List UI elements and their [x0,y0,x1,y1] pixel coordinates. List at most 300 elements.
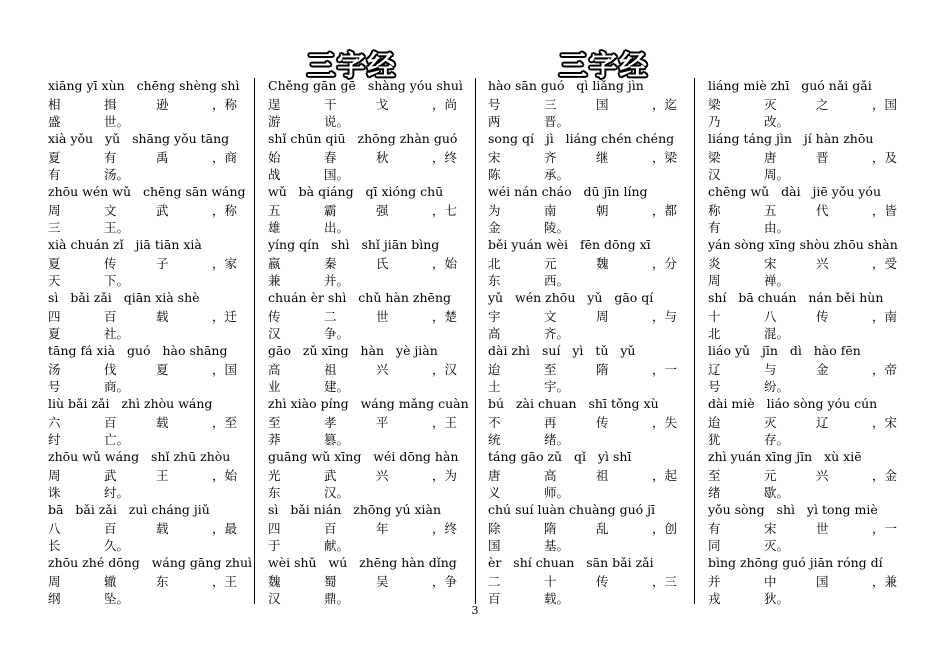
hanzi-char: 有 [708,220,721,235]
text-column-1 [48,78,260,608]
hanzi-char: ，至 [212,415,238,430]
hanzi-char: 高 [544,468,557,483]
verse [488,184,700,237]
pinyin-line: zhōu zhé dōng wáng gāng zhuì [48,555,253,570]
hanzi-char: 光 [268,468,281,483]
hanzi-char: ，失 [652,415,678,430]
hanzi-char: ，兼 [872,574,898,589]
verse [268,502,480,555]
hanzi-char: 吴 [376,574,389,589]
hanzi-char: 之 [816,97,829,112]
hanzi-line [268,467,480,484]
hanzi-char: 戎 [708,591,721,606]
hanzi-char: 年 [376,521,389,536]
hanzi-char: 强 [376,203,389,218]
hanzi-char: 两 [488,114,501,129]
hanzi-char: 三 [544,97,557,112]
hanzi-line [488,149,700,166]
hanzi-char: 干 [324,97,337,112]
hanzi-char: 莽 [268,432,281,447]
hanzi-char: 魏 [268,574,281,589]
hanzi-line [48,166,260,183]
hanzi-line [268,149,480,166]
pinyin-line: wèi shǔ wú zhēng hàn dǐng [268,555,457,570]
hanzi-char: 乱 [596,521,609,536]
hanzi-line [268,378,480,395]
hanzi-char: 世 [376,309,389,324]
hanzi-char: 辙 [104,574,117,589]
hanzi-char: 武 [156,203,169,218]
hanzi-char: 狄。 [764,591,790,606]
verse [488,237,700,290]
hanzi-char: 十 [708,309,721,324]
hanzi-line [488,467,700,484]
hanzi-char: 至 [708,468,721,483]
hanzi-line [708,96,920,113]
hanzi-char: 夏 [48,326,61,341]
verse [488,449,700,502]
hanzi-char: 夏 [156,362,169,377]
hanzi-char: 号 [488,97,501,112]
pinyin-line: bìng zhōng guó jiān róng dí [708,555,883,570]
hanzi-line [48,520,260,537]
hanzi-char: ，最 [212,521,238,536]
hanzi-char: 周 [48,468,61,483]
hanzi-char: 纷。 [764,379,790,394]
hanzi-char: ，与 [652,309,678,324]
hanzi-char: 国 [816,574,829,589]
hanzi-line [48,255,260,272]
hanzi-char: 盛 [48,114,61,129]
page-title-right: 三字经 [558,49,649,82]
hanzi-char: 篡。 [324,432,350,447]
page-number: 3 [471,604,479,617]
hanzi-char: ，楚 [432,309,458,324]
hanzi-line [48,96,260,113]
hanzi-char: ，迄 [652,97,678,112]
hanzi-char: 祖 [596,468,609,483]
verse [708,78,920,131]
hanzi-line [268,414,480,431]
hanzi-char: 绪 [708,485,721,500]
text-column-4 [708,78,920,608]
hanzi-char: ，迁 [212,309,238,324]
hanzi-char: 天 [48,273,61,288]
hanzi-char: 陵。 [544,220,570,235]
pinyin-line: běi yuán wèi fēn dōng xī [488,237,651,252]
hanzi-char: 载 [156,521,169,536]
hanzi-line [488,202,700,219]
hanzi-char: ，三 [652,574,678,589]
hanzi-char: 东 [268,485,281,500]
verse [268,449,480,502]
hanzi-char: 战 [268,167,281,182]
hanzi-char: 号 [708,379,721,394]
hanzi-line [268,166,480,183]
hanzi-char: 逞 [268,97,281,112]
hanzi-line [488,255,700,272]
hanzi-line [48,537,260,554]
hanzi-char: 兴 [816,256,829,271]
pinyin-line: zhōu wén wǔ chēng sān wáng [48,184,246,199]
hanzi-line [708,573,920,590]
hanzi-char: 汤 [48,362,61,377]
pinyin-line: zhōu wǔ wáng shǐ zhū zhòu [48,449,231,464]
hanzi-char: ，称 [212,97,238,112]
hanzi-char: 由。 [764,220,790,235]
hanzi-line [48,467,260,484]
hanzi-line [488,378,700,395]
hanzi-char: ，商 [212,150,238,165]
hanzi-char: 唐 [488,468,501,483]
pinyin-line: chuán èr shì chǔ hàn zhēng [268,290,451,305]
hanzi-line [488,325,700,342]
hanzi-line [268,96,480,113]
hanzi-char: 晋。 [544,114,570,129]
hanzi-char: 二 [488,574,501,589]
hanzi-char: 号 [48,379,61,394]
pinyin-line: bā bǎi zǎi zuì cháng jiǔ [48,502,210,517]
verse [488,396,700,449]
hanzi-char: ，终 [432,150,458,165]
hanzi-line [268,308,480,325]
hanzi-char: 夏 [48,150,61,165]
hanzi-char: 晋 [816,150,829,165]
hanzi-char: 齐。 [544,326,570,341]
verse [708,502,920,555]
hanzi-line [48,113,260,130]
hanzi-char: 唐 [764,150,777,165]
pinyin-line: xià yǒu yǔ shāng yǒu tāng [48,131,230,146]
pinyin-line: zhì yuán xīng jīn xù xiē [708,449,862,464]
hanzi-char: ，宋 [872,415,898,430]
hanzi-char: ，一 [652,362,678,377]
verse [708,396,920,449]
hanzi-char: 犹 [708,432,721,447]
hanzi-char: 诛 [48,485,61,500]
hanzi-char: 国。 [324,167,350,182]
hanzi-line [708,219,920,236]
pinyin-line: liù bǎi zǎi zhì zhòu wáng [48,396,213,411]
hanzi-char: 霸 [324,203,337,218]
verse [48,78,260,131]
hanzi-char: 氏 [376,256,389,271]
hanzi-char: 陈 [488,167,501,182]
hanzi-char: 东 [488,273,501,288]
hanzi-char: 代 [816,203,829,218]
hanzi-char: 于 [268,538,281,553]
hanzi-line [268,202,480,219]
hanzi-char: ，王 [212,574,238,589]
text-column-3 [488,78,700,608]
hanzi-char: 周 [48,574,61,589]
hanzi-char: 并 [708,574,721,589]
hanzi-char: 东 [156,574,169,589]
verse [268,343,480,396]
hanzi-char: 商。 [104,379,130,394]
hanzi-char: 载 [156,415,169,430]
hanzi-char: 迨 [708,415,721,430]
hanzi-char: 业 [268,379,281,394]
hanzi-char: 兴 [376,468,389,483]
hanzi-char: 南 [544,203,557,218]
text-column-2 [268,78,480,608]
hanzi-char: 秦 [324,256,337,271]
hanzi-line [708,308,920,325]
verse [268,396,480,449]
pinyin-line: tāng fá xià guó hào shāng [48,343,228,358]
hanzi-char: 王。 [104,220,130,235]
pinyin-line: yíng qín shì shǐ jiān bìng [268,237,440,252]
hanzi-char: 相 [48,97,61,112]
hanzi-char: 土 [488,379,501,394]
hanzi-char: 平 [376,415,389,430]
hanzi-char: ，为 [432,468,458,483]
verse [708,131,920,184]
hanzi-char: ，国 [872,97,898,112]
pinyin-line: Chěng gān gē shàng yóu shuì [268,78,463,93]
hanzi-char: 武 [104,468,117,483]
hanzi-char: 百 [488,591,501,606]
hanzi-char: ，尚 [432,97,458,112]
verse [708,290,920,343]
hanzi-char: 六 [48,415,61,430]
hanzi-line [48,272,260,289]
hanzi-char: 传 [268,309,281,324]
pinyin-line: chú suí luàn chuàng guó jī [488,502,656,517]
hanzi-char: 武 [324,468,337,483]
hanzi-char: 世。 [104,114,130,129]
hanzi-char: 至 [544,362,557,377]
verse [48,131,260,184]
hanzi-char: 基。 [544,538,570,553]
hanzi-char: 五 [268,203,281,218]
verse [48,343,260,396]
hanzi-char: 揖 [104,97,117,112]
hanzi-char: 载 [156,309,169,324]
pinyin-line: táng gāo zǔ qǐ yì shī [488,449,632,464]
verse [708,237,920,290]
hanzi-char: 子 [156,256,169,271]
hanzi-line [268,573,480,590]
hanzi-char: 高 [488,326,501,341]
pinyin-line: dài zhì suí yì tǔ yǔ [488,343,636,358]
hanzi-char: 义 [488,485,501,500]
hanzi-char: 建。 [324,379,350,394]
hanzi-char: ，南 [872,309,898,324]
hanzi-line [488,484,700,501]
hanzi-char: ，国 [212,362,238,377]
pinyin-line: wǔ bà qiáng qī xióng chū [268,184,444,199]
verse [268,184,480,237]
hanzi-char: 传 [596,574,609,589]
hanzi-line [488,414,700,431]
hanzi-char: 混。 [764,326,790,341]
hanzi-char: ，终 [432,521,458,536]
hanzi-char: 魏 [596,256,609,271]
hanzi-char: 为 [488,203,501,218]
hanzi-char: 迨 [488,362,501,377]
hanzi-char: 元 [764,468,777,483]
hanzi-line [708,166,920,183]
hanzi-char: 说。 [324,114,350,129]
hanzi-char: 亡。 [104,432,130,447]
verse [708,184,920,237]
hanzi-char: 汉 [268,326,281,341]
hanzi-char: 文 [104,203,117,218]
hanzi-line [488,272,700,289]
hanzi-char: 献。 [324,538,350,553]
pinyin-line: liáo yǔ jīn dì hào fēn [708,343,861,358]
hanzi-char: ，梁 [652,150,678,165]
hanzi-char: 隋 [544,521,557,536]
pinyin-line: zhì xiào píng wáng mǎng cuàn [268,396,469,411]
pinyin-line: yán sòng xīng shòu zhōu shàn [708,237,898,252]
hanzi-char: ，七 [432,203,458,218]
hanzi-char: 三 [48,220,61,235]
hanzi-char: 载。 [544,591,570,606]
hanzi-char: 宋 [488,150,501,165]
hanzi-line [708,255,920,272]
hanzi-line [268,537,480,554]
verse [488,131,700,184]
hanzi-line [48,378,260,395]
hanzi-line [48,325,260,342]
pinyin-line: dài miè liáo sòng yóu cún [708,396,878,411]
verse [268,78,480,131]
hanzi-char: 乃 [708,114,721,129]
hanzi-char: 梁 [708,150,721,165]
hanzi-char: 纣。 [104,485,130,500]
verse [268,131,480,184]
hanzi-line [488,361,700,378]
hanzi-char: 兼 [268,273,281,288]
hanzi-char: 绪。 [544,432,570,447]
hanzi-char: ，帝 [872,362,898,377]
hanzi-line [708,431,920,448]
hanzi-char: 灭 [764,97,777,112]
verse [488,343,700,396]
verse [708,449,920,502]
hanzi-char: 北 [708,326,721,341]
verse [488,555,700,608]
hanzi-char: 兴 [376,362,389,377]
hanzi-line [488,537,700,554]
hanzi-char: 高 [268,362,281,377]
hanzi-line [48,202,260,219]
hanzi-char: 宇。 [544,379,570,394]
hanzi-char: 至 [268,415,281,430]
hanzi-char: 争。 [324,326,350,341]
verse [48,396,260,449]
page-title-left: 三字经 [306,49,397,82]
hanzi-char: 金 [488,220,501,235]
hanzi-char: 游 [268,114,281,129]
hanzi-line [48,414,260,431]
hanzi-char: ，始 [432,256,458,271]
hanzi-line [48,484,260,501]
hanzi-line [268,325,480,342]
verse [48,502,260,555]
hanzi-char: 纲 [48,591,61,606]
hanzi-char: 周 [708,273,721,288]
hanzi-char: 蜀 [324,574,337,589]
hanzi-char: 鼎。 [324,591,350,606]
hanzi-char: 汉。 [324,485,350,500]
hanzi-char: 五 [764,203,777,218]
hanzi-char: 王 [156,468,169,483]
hanzi-line [48,573,260,590]
hanzi-line [708,484,920,501]
hanzi-line [268,431,480,448]
hanzi-char: 逊 [156,97,169,112]
hanzi-char: ，王 [432,415,458,430]
verse [268,290,480,343]
hanzi-char: 八 [764,309,777,324]
hanzi-char: 北 [488,256,501,271]
hanzi-char: 社。 [104,326,130,341]
hanzi-char: 百 [104,521,117,536]
hanzi-line [48,219,260,236]
hanzi-line [48,431,260,448]
pinyin-line: èr shí chuan sān bǎi zǎi [488,555,654,570]
hanzi-char: ，创 [652,521,678,536]
hanzi-line [488,308,700,325]
hanzi-char: 二 [324,309,337,324]
hanzi-char: ，始 [212,468,238,483]
verse [48,290,260,343]
hanzi-char: 存。 [764,432,790,447]
hanzi-char: 始 [268,150,281,165]
hanzi-char: 戈 [376,97,389,112]
hanzi-char: 孝 [324,415,337,430]
hanzi-line [268,113,480,130]
hanzi-char: 统 [488,432,501,447]
hanzi-char: 有 [708,521,721,536]
hanzi-char: 出。 [324,220,350,235]
hanzi-line [708,520,920,537]
hanzi-char: 灭。 [764,538,790,553]
hanzi-line [268,484,480,501]
hanzi-char: ，分 [652,256,678,271]
hanzi-char: ，金 [872,468,898,483]
pinyin-line: chēng wǔ dài jiē yǒu yóu [708,184,882,199]
verse [708,555,920,608]
hanzi-char: ，家 [212,256,238,271]
hanzi-line [708,361,920,378]
verse [48,555,260,608]
hanzi-line [268,361,480,378]
hanzi-line [488,166,700,183]
verse [48,237,260,290]
hanzi-char: 宇 [488,309,501,324]
verse [488,502,700,555]
hanzi-char: 雄 [268,220,281,235]
hanzi-char: 传 [104,256,117,271]
hanzi-char: 传 [816,309,829,324]
hanzi-char: ，及 [872,150,898,165]
hanzi-char: 坠。 [104,591,130,606]
hanzi-line [708,202,920,219]
hanzi-char: 炎 [708,256,721,271]
hanzi-char: 秋 [376,150,389,165]
pinyin-line: yǒu sòng shì yì tong miè [708,502,878,517]
hanzi-line [268,255,480,272]
pinyin-line: bú zài chuan shī tǒng xù [488,396,659,411]
pinyin-line: hào sān guó qì liǎng jìn [488,78,644,93]
hanzi-char: 继 [596,150,609,165]
hanzi-char: 嬴 [268,256,281,271]
